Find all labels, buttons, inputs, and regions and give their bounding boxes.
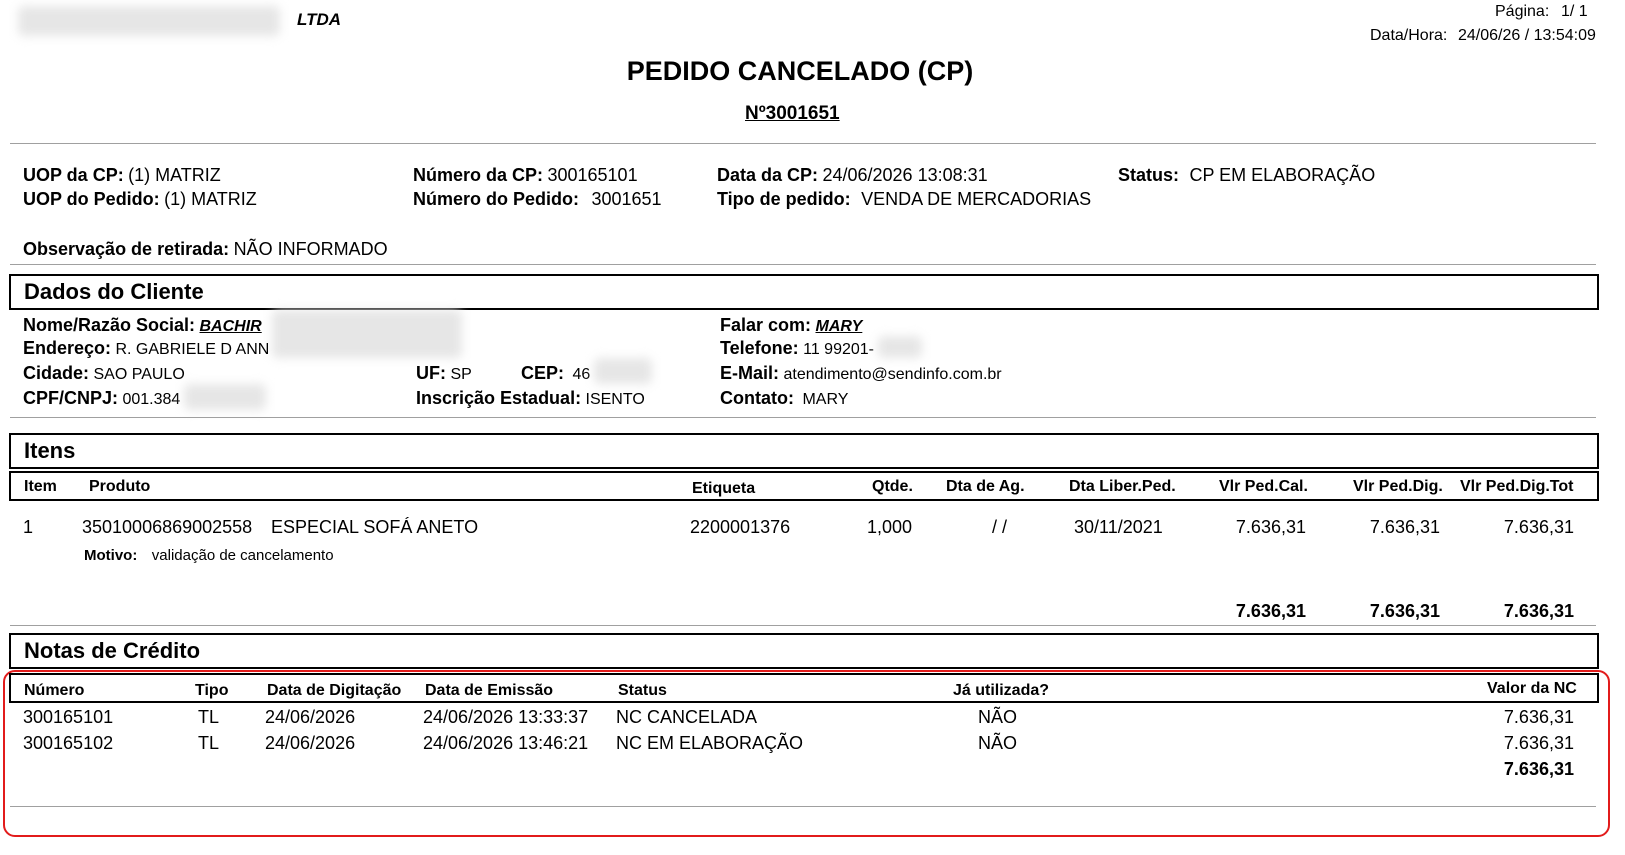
nc-total: 7.636,31 <box>1503 759 1574 779</box>
col-dta-ag: Dta de Ag. <box>946 478 1025 495</box>
obs-label: Observação de retirada: <box>23 239 230 259</box>
col-etiqueta: Etiqueta <box>692 480 756 497</box>
data-cp <box>717 165 988 186</box>
uf-label: UF: <box>416 363 446 383</box>
cliente-contato <box>720 388 848 409</box>
numero-pedido-value: 3001651 <box>591 189 662 209</box>
total-vlr-cal: 7.636,31 <box>1235 601 1306 621</box>
cliente-telefone <box>720 338 874 359</box>
nc-data-emissao: 24/06/2026 13:33:37 <box>423 707 589 727</box>
page-value: 1/ 1 <box>1561 3 1588 20</box>
email-value: atendimento@sendinfo.com.br <box>783 366 1002 383</box>
section-itens-header <box>9 433 1599 469</box>
page-label: Página: <box>1495 3 1550 20</box>
nome-value: BACHIR <box>199 318 262 335</box>
row-codigo: 35010006869002558 <box>82 517 253 537</box>
uop-pedido-label: UOP do Pedido: <box>23 189 160 209</box>
numero-cp-label: Número da CP: <box>413 165 544 185</box>
col-data-emissao: Data de Emissão <box>425 682 554 699</box>
col-data-digitacao: Data de Digitação <box>267 682 402 699</box>
cliente-cidade <box>23 363 185 384</box>
cpf-label: CPF/CNPJ: <box>23 388 119 408</box>
col-dta-liber: Dta Liber.Ped. <box>1069 478 1176 495</box>
nc-valor: 7.636,31 <box>1503 707 1574 727</box>
observacao-retirada <box>23 239 388 260</box>
divider <box>10 417 1596 418</box>
col-vlr-dig: Vlr Ped.Dig. <box>1353 478 1443 495</box>
contato-label: Contato: <box>720 388 794 408</box>
nc-status: NC EM ELABORAÇÃO <box>616 733 804 753</box>
total-vlr-dig-tot: 7.636,31 <box>1503 601 1574 621</box>
row-vlr-cal: 7.636,31 <box>1235 517 1306 537</box>
col-valor-nc: Valor da NC <box>1487 680 1577 697</box>
col-item: Item <box>24 478 57 495</box>
nome-redacted <box>272 310 462 358</box>
cep-redacted <box>594 358 652 384</box>
col-ja-utilizada: Já utilizada? <box>953 682 1050 699</box>
total-vlr-dig: 7.636,31 <box>1369 601 1440 621</box>
nc-data-emissao: 24/06/2026 13:46:21 <box>423 733 589 753</box>
col-tipo: Tipo <box>195 682 229 699</box>
uop-cp-label: UOP da CP: <box>23 165 124 185</box>
nc-ja-utilizada: NÃO <box>978 733 1018 753</box>
telefone-redacted <box>878 336 922 358</box>
nc-tipo: TL <box>198 733 220 753</box>
status <box>1118 165 1375 186</box>
nc-ja-utilizada: NÃO <box>978 707 1018 727</box>
nc-data-digitacao: 24/06/2026 <box>265 733 356 753</box>
ie-label: Inscrição Estadual: <box>416 388 582 408</box>
numero-pedido-label: Número do Pedido: <box>413 189 579 209</box>
uop-pedido <box>23 189 257 210</box>
col-qtde: Qtde. <box>872 478 913 495</box>
numero-cp-value: 300165101 <box>547 165 638 185</box>
col-numero: Número <box>24 682 85 699</box>
cep-label: CEP: <box>521 363 565 383</box>
falar-label: Falar com: <box>720 315 812 335</box>
nc-status: NC CANCELADA <box>616 707 758 727</box>
obs-value: NÃO INFORMADO <box>233 239 388 259</box>
data-cp-value: 24/06/2026 13:08:31 <box>822 165 988 185</box>
row-qtde: 1,000 <box>867 517 913 537</box>
status-value: CP EM ELABORAÇÃO <box>1189 165 1376 185</box>
itens-table-header <box>9 471 1599 501</box>
uf-value: SP <box>450 366 472 383</box>
col-status: Status <box>618 682 667 699</box>
section-cliente-title: Dados do Cliente <box>24 279 204 304</box>
col-produto: Produto <box>89 478 151 495</box>
col-vlr-cal: Vlr Ped.Cal. <box>1219 478 1308 495</box>
cliente-falar-com <box>720 315 862 336</box>
nc-numero: 300165101 <box>23 707 114 727</box>
row-dta-liber: 30/11/2021 <box>1074 517 1163 537</box>
cidade-value: SAO PAULO <box>93 366 185 383</box>
section-notas-header <box>9 633 1599 669</box>
tipo-pedido <box>717 189 1091 210</box>
numero-cp <box>413 165 638 186</box>
section-notas-title: Notas de Crédito <box>24 638 201 663</box>
nc-tipo: TL <box>198 707 220 727</box>
endereco-label: Endereço: <box>23 338 112 358</box>
company-name-redacted <box>18 6 280 36</box>
divider <box>10 143 1596 144</box>
uop-cp <box>23 165 221 186</box>
notas-table-header <box>9 673 1599 703</box>
order-number: Nº3001651 <box>745 103 840 124</box>
divider <box>10 625 1596 626</box>
falar-value: MARY <box>815 318 863 335</box>
email-label: E-Mail: <box>720 363 780 383</box>
col-vlr-dig-tot: Vlr Ped.Dig.Tot <box>1460 478 1574 495</box>
endereco-value: R. GABRIELE D ANN <box>115 341 270 358</box>
cliente-cep <box>521 363 590 384</box>
row-vlr-dig: 7.636,31 <box>1369 517 1440 537</box>
cpf-redacted <box>184 384 266 410</box>
tipo-pedido-value: VENDA DE MERCADORIAS <box>861 189 1092 209</box>
page-title: PEDIDO CANCELADO (CP) <box>626 56 974 86</box>
nc-valor: 7.636,31 <box>1503 733 1574 753</box>
cliente-endereco <box>23 338 269 359</box>
cliente-uf <box>416 363 472 384</box>
row-etiqueta: 2200001376 <box>690 517 791 537</box>
row-vlr-dig-tot: 7.636,31 <box>1503 517 1574 537</box>
contato-value: MARY <box>802 391 849 408</box>
uop-pedido-value: (1) MATRIZ <box>164 189 257 209</box>
datetime-label: Data/Hora: <box>1370 27 1448 44</box>
section-itens-title: Itens <box>24 438 76 463</box>
motivo-value: validação de cancelamento <box>151 547 334 564</box>
telefone-value: 11 99201- <box>803 341 874 358</box>
motivo <box>84 547 334 565</box>
cliente-ie <box>416 388 645 409</box>
cpf-value: 001.384 <box>122 391 181 408</box>
row-descricao: ESPECIAL SOFÁ ANETO <box>271 517 479 537</box>
row-dta-ag: / / <box>992 517 1008 537</box>
uop-cp-value: (1) MATRIZ <box>128 165 221 185</box>
nome-label: Nome/Razão Social: <box>23 315 196 335</box>
nc-data-digitacao: 24/06/2026 <box>265 707 356 727</box>
company-suffix: LTDA <box>297 10 342 29</box>
row-item: 1 <box>23 517 34 537</box>
tipo-pedido-label: Tipo de pedido: <box>717 189 851 209</box>
status-label: Status: <box>1118 165 1180 185</box>
cliente-email <box>720 363 1002 384</box>
datetime-value: 24/06/26 / 13:54:09 <box>1458 27 1596 44</box>
motivo-label: Motivo: <box>84 547 138 564</box>
divider <box>10 264 1596 265</box>
cliente-cpf <box>23 388 180 409</box>
cliente-nome <box>23 315 262 336</box>
numero-pedido <box>413 189 662 210</box>
nc-numero: 300165102 <box>23 733 114 753</box>
data-cp-label: Data da CP: <box>717 165 819 185</box>
divider <box>10 806 1596 807</box>
section-cliente-header <box>9 274 1599 310</box>
telefone-label: Telefone: <box>720 338 799 358</box>
cep-value: 46 <box>572 366 591 383</box>
ie-value: ISENTO <box>585 391 645 408</box>
cidade-label: Cidade: <box>23 363 90 383</box>
